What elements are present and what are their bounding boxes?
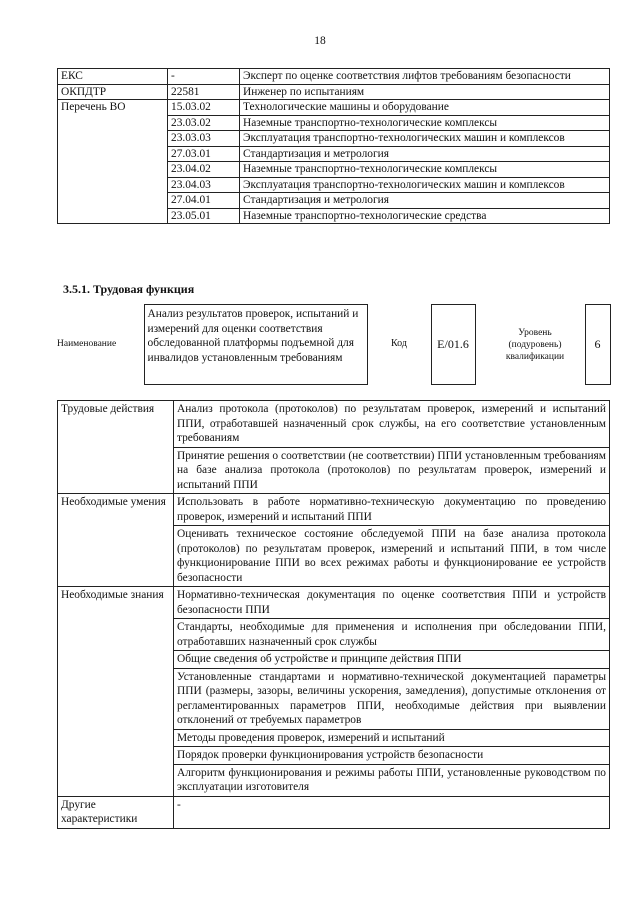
qualification-level: 6 bbox=[585, 305, 610, 385]
table-row bbox=[58, 84, 610, 100]
action-item: Анализ протокола (протоколов) по результатам проверок, измерений и испытаний ППИ, отработавшей назначенный срок службы, на его соответствие установленным требованиям bbox=[174, 401, 610, 448]
classification-code: 23.03.03 bbox=[168, 131, 240, 147]
table-row bbox=[58, 100, 610, 116]
knowledge-item: Установленные стандартами и нормативно-технической документацией параметры ППИ (размеры, зазоры, величины ускорения, замедления), допустимые отклонения от регламентированных параметров ППИ, необходимые действия при выявлении отклонений от требуемых параметров bbox=[174, 668, 610, 729]
page-number: 18 bbox=[314, 35, 326, 47]
table-row bbox=[58, 69, 610, 85]
classification-title: Эксплуатация транспортно-технологических машин и комплексов bbox=[240, 177, 610, 193]
knowledge-item: Методы проведения проверок, измерений и испытаний bbox=[174, 729, 610, 747]
classification-name: Перечень ВО bbox=[58, 100, 168, 224]
classification-code: - bbox=[168, 69, 240, 85]
knowledge-item: Стандарты, необходимые для применения и исполнения при обследовании ППИ, отработавших назначенный срок службы bbox=[174, 619, 610, 651]
classification-title: Стандартизация и метрология bbox=[240, 193, 610, 209]
classification-name: ОКПДТР bbox=[58, 84, 168, 100]
function-code: E/01.6 bbox=[431, 305, 475, 385]
knowledge-label: Необходимые знания bbox=[58, 587, 174, 797]
knowledge-item: Общие сведения об устройстве и принципе действия ППИ bbox=[174, 651, 610, 669]
actions-label: Трудовые действия bbox=[58, 401, 174, 494]
function-header-table bbox=[57, 304, 611, 385]
classification-table bbox=[57, 68, 610, 224]
table-row bbox=[58, 587, 610, 619]
classification-title: Технологические машины и оборудование bbox=[240, 100, 610, 116]
code-label: Код bbox=[391, 338, 407, 350]
other-label: Другие характеристики bbox=[58, 796, 174, 828]
table-row bbox=[58, 401, 610, 448]
classification-code: 23.04.02 bbox=[168, 162, 240, 178]
classification-title: Наземные транспортно-технологические средства bbox=[240, 208, 610, 224]
section-title: 3.5.1. Трудовая функция bbox=[63, 282, 195, 296]
classification-code: 23.04.03 bbox=[168, 177, 240, 193]
classification-code: 23.03.02 bbox=[168, 115, 240, 131]
knowledge-item: Нормативно-техническая документация по оценке соответствия ППИ и устройств безопасности ППИ bbox=[174, 587, 610, 619]
knowledge-item: Алгоритм функционирования и режимы работы ППИ, установленные руководством по эксплуатации изготовителя bbox=[174, 764, 610, 796]
knowledge-item: Порядок проверки функционирования устройств безопасности bbox=[174, 747, 610, 765]
other-value: - bbox=[174, 796, 610, 828]
classification-code: 22581 bbox=[168, 84, 240, 100]
name-label: Наименование bbox=[57, 339, 117, 350]
classification-title: Наземные транспортно-технологические комплексы bbox=[240, 162, 610, 178]
classification-title: Наземные транспортно-технологические комплексы bbox=[240, 115, 610, 131]
classification-code: 23.05.01 bbox=[168, 208, 240, 224]
classification-code: 27.04.01 bbox=[168, 193, 240, 209]
skill-item: Использовать в работе нормативно-техническую документацию по проведению проверок, измерений и испытаний ППИ bbox=[174, 494, 610, 526]
function-details-table bbox=[57, 400, 610, 829]
skills-label: Необходимые умения bbox=[58, 494, 174, 587]
classification-title: Инженер по испытаниям bbox=[240, 84, 610, 100]
classification-code: 15.03.02 bbox=[168, 100, 240, 116]
classification-code: 27.03.01 bbox=[168, 146, 240, 162]
table-row bbox=[58, 494, 610, 526]
function-name: Анализ результатов проверок, испытаний и измерений для оценки соответствия обследованной платформы подъемной для инвалидов установленным требованиям bbox=[144, 305, 367, 385]
skill-item: Оценивать техническое состояние обследуемой ППИ на базе анализа протокола (протоколов) по результатам проверок, измерений и испытаний ППИ, в том числе функционирование ППИ во всех режимах работы и функционирование ее устройств безопасности bbox=[174, 526, 610, 587]
classification-title: Эксплуатация транспортно-технологических машин и комплексов bbox=[240, 131, 610, 147]
action-item: Принятие решения о соответствии (не соответствии) ППИ установленным требованиям на базе анализа протокола (протоколов) по результатам проверок, измерений и испытаний ППИ bbox=[174, 447, 610, 494]
level-label: Уровень (подуровень) квалификации bbox=[505, 327, 565, 362]
classification-name: ЕКС bbox=[58, 69, 168, 85]
classification-title: Эксперт по оценке соответствия лифтов требованиям безопасности bbox=[240, 69, 610, 85]
classification-title: Стандартизация и метрология bbox=[240, 146, 610, 162]
table-row bbox=[58, 796, 610, 828]
